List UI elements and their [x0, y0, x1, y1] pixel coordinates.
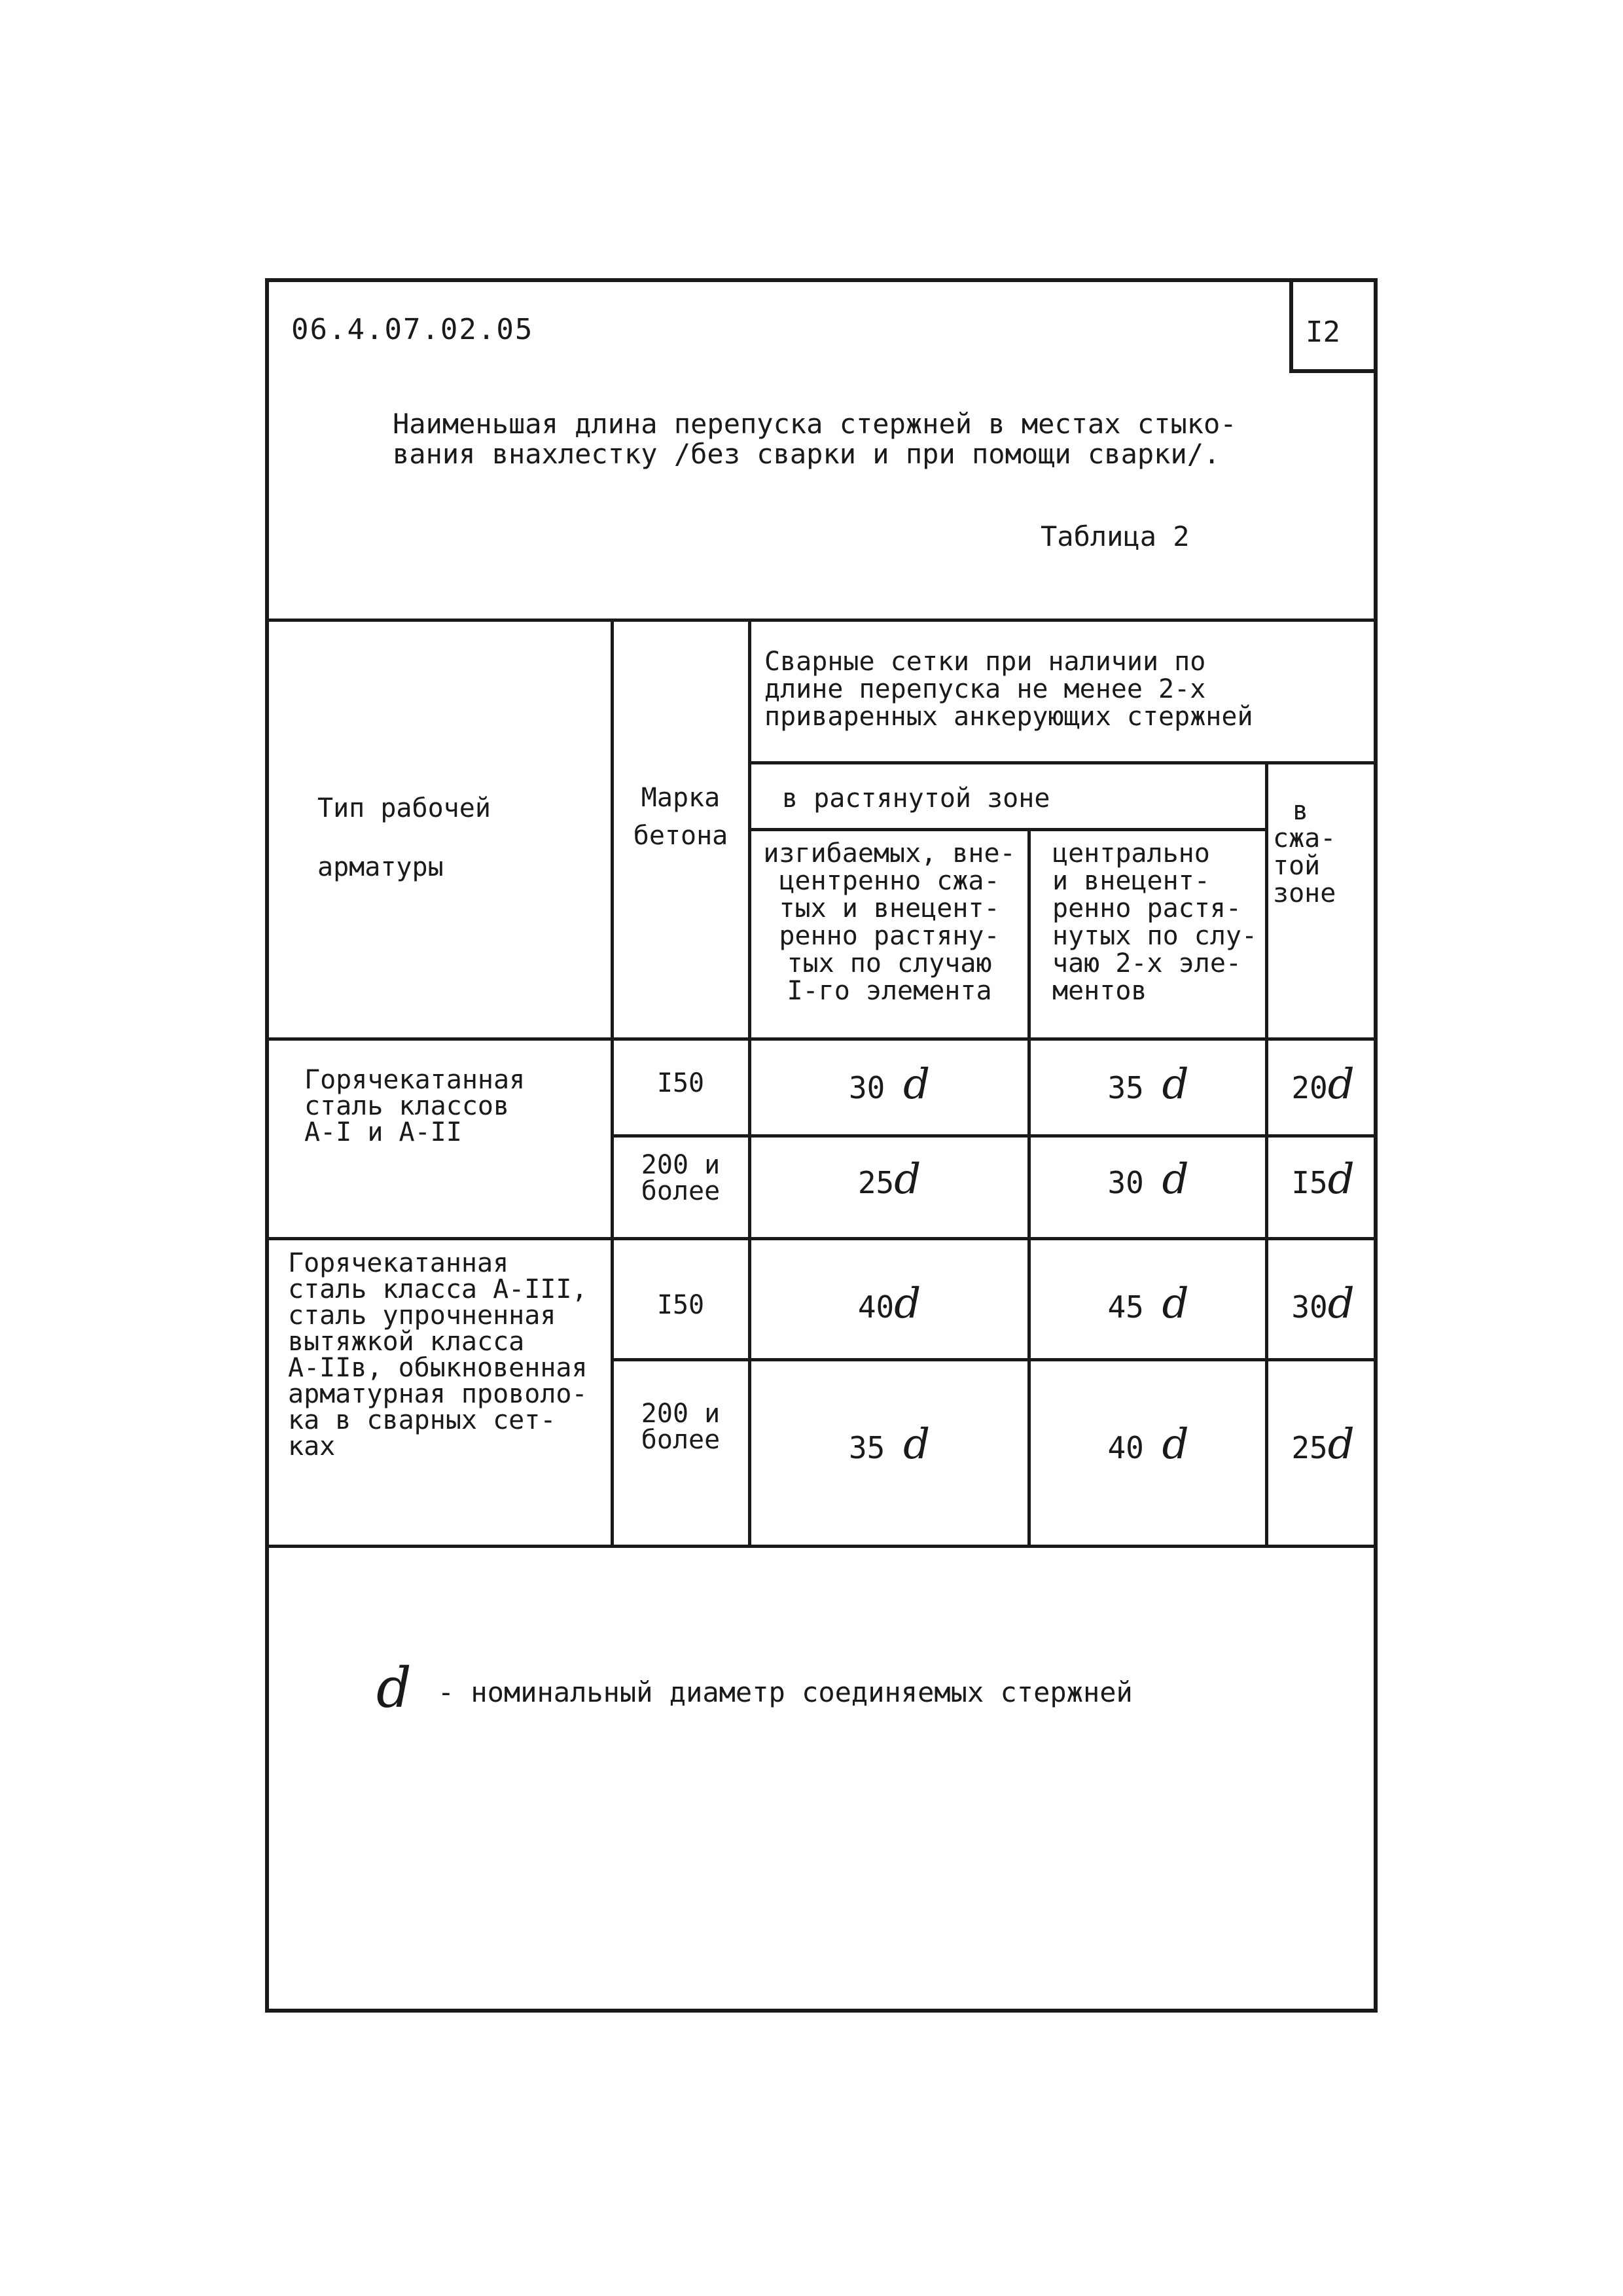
- table-caption: [393, 409, 1309, 469]
- header-line: Марка: [641, 783, 721, 813]
- diameter-symbol: d: [1162, 1280, 1189, 1328]
- diameter-symbol: d: [894, 1155, 921, 1204]
- header-line: тых по случаю: [787, 948, 992, 978]
- header-type: [317, 779, 491, 897]
- column-divider: [1027, 828, 1031, 1547]
- value-compressed: [1268, 1155, 1378, 1204]
- diameter-symbol: d: [1162, 1060, 1189, 1109]
- document-code: 06.4.07.02.05: [291, 313, 534, 346]
- concrete-grade: [615, 1291, 746, 1319]
- value-number: I5: [1291, 1165, 1328, 1200]
- value-bending: [753, 1155, 1026, 1204]
- caption-line: Наименьшая длина перепуска стержней в местах стыко-: [393, 408, 1237, 440]
- diameter-symbol: d: [1162, 1420, 1189, 1469]
- grade-line: более: [641, 1425, 721, 1455]
- header-line: I-го элемента: [787, 976, 992, 1006]
- value-number: 35: [848, 1430, 885, 1465]
- value-number: 40: [857, 1289, 895, 1325]
- type-line: ках: [288, 1431, 336, 1462]
- header-line: Сварные сетки при наличии по: [764, 647, 1206, 677]
- type-line: ка в сварных сет-: [288, 1405, 556, 1435]
- grade-line: 200 и: [641, 1150, 721, 1180]
- diameter-symbol: d: [1327, 1060, 1355, 1109]
- concrete-grade: [615, 1152, 746, 1204]
- header-compressed-zone: [1273, 797, 1336, 907]
- header-line: арматуры: [317, 852, 444, 882]
- legend-text: - номинальный диаметр соединяемых стержней: [437, 1676, 1133, 1708]
- group-divider: [265, 1237, 1378, 1240]
- reinforcement-type: [288, 1250, 588, 1460]
- concrete-grade: [615, 1069, 746, 1098]
- header-sub-line: [749, 761, 1378, 764]
- page-number: I2: [1306, 315, 1340, 349]
- value-central: [1032, 1060, 1264, 1109]
- reinforcement-type: [304, 1067, 525, 1145]
- header-line: Тип рабочей: [317, 793, 491, 823]
- header-bottom-line: [265, 1037, 1378, 1041]
- header-line: и внецент-: [1052, 866, 1210, 896]
- value-number: 25: [1291, 1430, 1328, 1465]
- diameter-symbol: d: [903, 1060, 931, 1109]
- table-top-line: [265, 619, 1378, 622]
- diameter-symbol: d: [1162, 1155, 1189, 1204]
- caption-line: вания внахлестку /без сварки и при помощи сварки/.: [393, 438, 1221, 470]
- value-number: 45: [1107, 1289, 1144, 1325]
- header-line: длине перепуска не менее 2-х: [764, 674, 1206, 704]
- value-number: 40: [1107, 1430, 1144, 1465]
- header-line: сжа-: [1273, 823, 1336, 853]
- header-line: ренно растя-: [1052, 893, 1241, 924]
- header-welded-mesh: [764, 648, 1253, 730]
- grade-line: 200 и: [641, 1399, 721, 1429]
- value-bending: [753, 1420, 1026, 1469]
- value-number: 25: [857, 1165, 895, 1200]
- header-central: [1052, 840, 1257, 1005]
- diameter-symbol: d: [1327, 1420, 1355, 1469]
- value-central: [1032, 1155, 1264, 1204]
- header-line: нутых по слу-: [1052, 921, 1258, 951]
- value-compressed: [1268, 1060, 1378, 1109]
- type-line: А-I и А-II: [304, 1117, 462, 1147]
- table-bottom-line: [265, 1545, 1378, 1548]
- value-central: [1032, 1420, 1264, 1469]
- type-line: вытяжкой класса: [288, 1327, 525, 1357]
- type-line: А-IIв, обыкновенная: [288, 1353, 588, 1383]
- legend-symbol: d: [376, 1656, 412, 1720]
- header-line: тых и внецент-: [779, 893, 1000, 924]
- header-tension-zone: в растянутой зоне: [782, 783, 1050, 814]
- type-line: сталь упрочненная: [288, 1300, 556, 1331]
- table-label: Таблица 2: [1041, 520, 1190, 552]
- value-compressed: [1268, 1280, 1378, 1328]
- type-line: Горячекатанная: [304, 1065, 526, 1095]
- value-number: 35: [1107, 1070, 1144, 1105]
- grade-line: более: [641, 1176, 721, 1206]
- column-divider: [748, 619, 751, 1547]
- value-number: 20: [1291, 1070, 1328, 1105]
- grade-line: I50: [656, 1290, 705, 1320]
- diameter-symbol: d: [1327, 1280, 1355, 1328]
- value-bending: [753, 1060, 1026, 1109]
- header-line: приваренных анкерующих стержней: [764, 702, 1253, 732]
- header-grade: [615, 779, 746, 855]
- value-central: [1032, 1280, 1264, 1328]
- legend: [376, 1656, 1133, 1720]
- value-compressed: [1268, 1420, 1378, 1469]
- header-line: центрально: [1052, 838, 1210, 869]
- header-line: изгибаемых, вне-: [763, 838, 1016, 869]
- row-divider: [612, 1134, 1378, 1138]
- column-divider: [611, 619, 614, 1547]
- grade-line: I50: [656, 1068, 705, 1098]
- type-line: арматурная проволо-: [288, 1379, 588, 1409]
- header-bending: [753, 840, 1026, 1005]
- row-divider: [612, 1358, 1378, 1361]
- header-line: той: [1273, 851, 1321, 881]
- diameter-symbol: d: [894, 1280, 921, 1328]
- header-line: зоне: [1273, 878, 1336, 908]
- diameter-symbol: d: [1327, 1155, 1355, 1204]
- header-line: ренно растяну-: [779, 921, 1000, 951]
- value-number: 30: [1107, 1165, 1144, 1200]
- header-line: бетона: [633, 821, 728, 851]
- diameter-symbol: d: [903, 1420, 931, 1469]
- type-line: сталь классов: [304, 1091, 510, 1121]
- value-number: 30: [1291, 1289, 1328, 1325]
- value-bending: [753, 1280, 1026, 1328]
- concrete-grade: [615, 1401, 746, 1453]
- header-line: ментов: [1052, 976, 1147, 1006]
- header-line: чаю 2-х эле-: [1052, 948, 1241, 978]
- type-line: Горячекатанная: [288, 1248, 509, 1278]
- header-tension-line: [749, 828, 1266, 831]
- type-line: сталь класса А-III,: [288, 1274, 588, 1304]
- value-number: 30: [848, 1070, 885, 1105]
- header-line: в: [1293, 796, 1309, 826]
- header-line: центренно сжа-: [779, 866, 1000, 896]
